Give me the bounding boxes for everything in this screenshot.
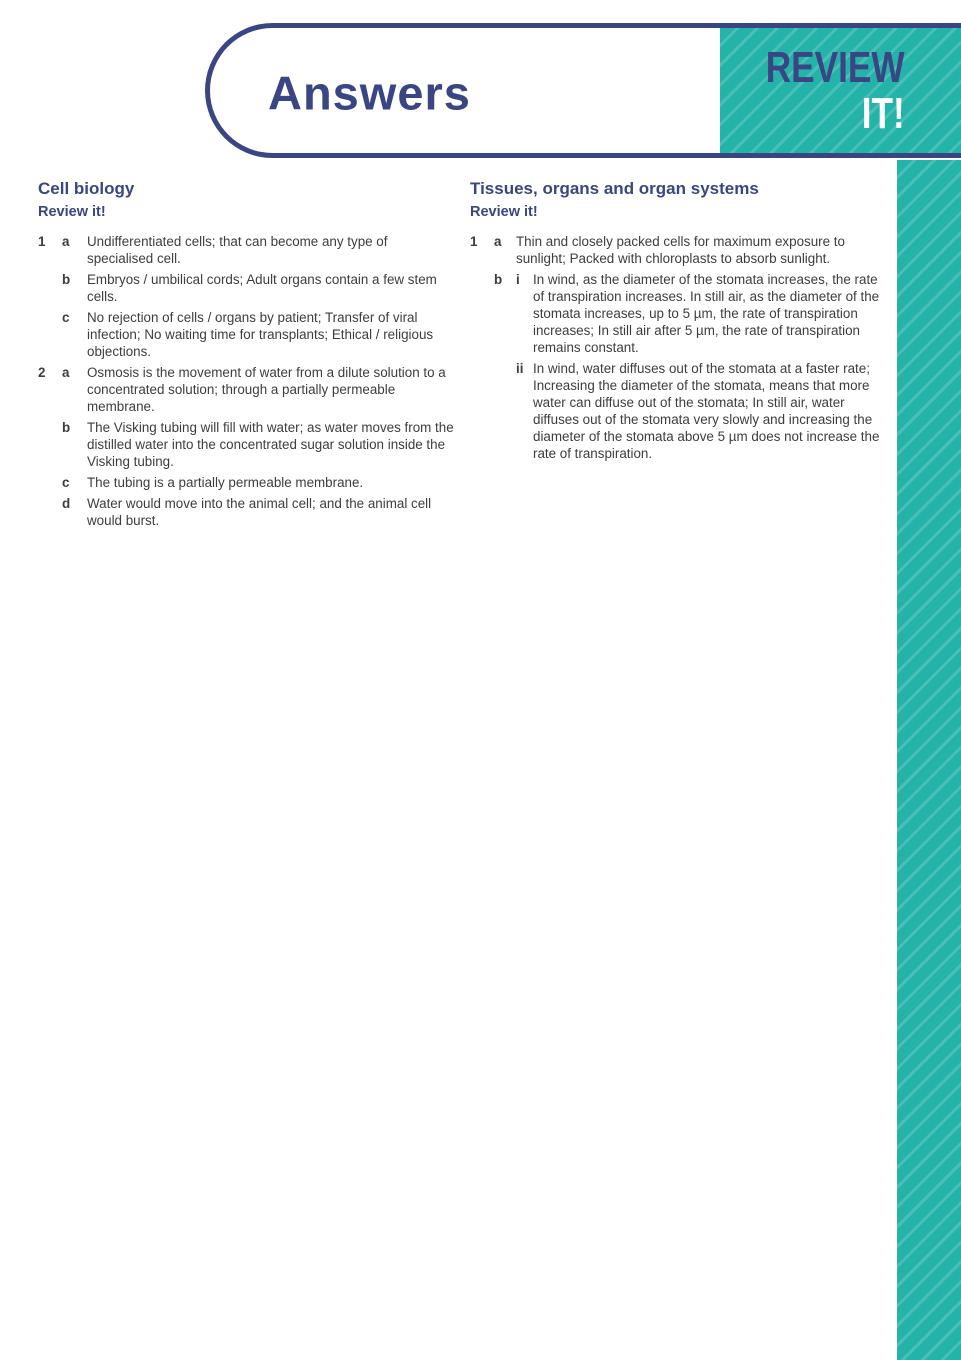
answer-item — [38, 309, 456, 360]
page-title: Answers — [268, 66, 471, 120]
answer-text: In wind, as the diameter of the stomata increases, the rate of transpiration increases. In still air, as the diameter of the stomata increases, up to 5 µm, the rate of transpiration increases; In still air after 5 µm, the rate of transpiration remains constant. — [533, 272, 880, 355]
answer-item — [470, 233, 892, 267]
answer-item — [38, 271, 456, 305]
answer-sub-letter: i — [516, 272, 520, 287]
section-title-cell-biology: Cell biology — [38, 179, 135, 198]
answer-item — [38, 364, 456, 415]
answer-letter: b — [62, 272, 71, 287]
review-label: REVIEW — [766, 42, 905, 92]
it-label: IT! — [861, 88, 905, 138]
answer-list — [470, 233, 892, 462]
answer-number: 1 — [470, 234, 478, 249]
answer-text: Thin and closely packed cells for maximum exposure to sunlight; Packed with chloroplasts to absorb sunlight. — [516, 234, 845, 266]
column-cell-biology — [38, 179, 456, 533]
answer-text: No rejection of cells / organs by patient; Transfer of viral infection; No waiting time for transplants; Ethical / religious objections. — [87, 310, 434, 359]
answer-letter: d — [62, 496, 71, 511]
answer-number — [38, 495, 62, 529]
answer-number — [470, 360, 494, 462]
answer-letter: a — [62, 365, 70, 380]
answer-letter: b — [62, 420, 71, 435]
answer-letter: b — [494, 272, 503, 287]
answer-item — [38, 419, 456, 470]
answer-letter: c — [62, 310, 70, 325]
answer-item — [470, 360, 892, 462]
answer-item — [38, 233, 456, 267]
column-tissues-organs — [470, 179, 892, 466]
answer-text: Water would move into the animal cell; and the animal cell would burst. — [87, 496, 432, 528]
answer-letter: c — [62, 475, 70, 490]
answer-text: Osmosis is the movement of water from a dilute solution to a concentrated solution; through a partially permeable membrane. — [87, 365, 446, 414]
answer-item — [470, 271, 892, 356]
answer-number — [38, 309, 62, 360]
answer-letter: a — [62, 234, 70, 249]
answer-text: The tubing is a partially permeable membrane. — [87, 475, 364, 490]
answer-text: In wind, water diffuses out of the stomata at a faster rate; Increasing the diameter of the stomata, means that more water can diffuse out of the stomata; In still air, water diffuses out of the stomata very slowly and increasing the diameter of the stomata above 5 µm does not increase the rate of transpiration. — [533, 361, 880, 461]
answer-text: The Visking tubing will fill with water; as water moves from the distilled water into the concentrated sugar solution inside the Visking tubing. — [87, 420, 454, 469]
answer-list — [38, 233, 456, 529]
answer-sub-letter: ii — [516, 361, 524, 376]
decorative-side-stripe — [897, 160, 961, 1360]
answer-text: Undifferentiated cells; that can become any type of specialised cell. — [87, 234, 388, 266]
review-it-badge — [720, 28, 961, 153]
answer-number — [470, 271, 494, 356]
answer-number: 2 — [38, 365, 46, 380]
answer-number — [38, 271, 62, 305]
answer-number — [38, 474, 62, 491]
answer-letter: a — [494, 234, 502, 249]
section-subtitle-review-it: Review it! — [38, 204, 106, 220]
answer-item — [38, 474, 456, 491]
answer-text: Embryos / umbilical cords; Adult organs contain a few stem cells. — [87, 272, 437, 304]
answer-letter — [494, 360, 516, 462]
section-title-tissues-organs: Tissues, organs and organ systems — [470, 179, 759, 198]
answer-number — [38, 419, 62, 470]
answer-number: 1 — [38, 234, 46, 249]
answer-item — [38, 495, 456, 529]
section-subtitle-review-it: Review it! — [470, 204, 538, 220]
